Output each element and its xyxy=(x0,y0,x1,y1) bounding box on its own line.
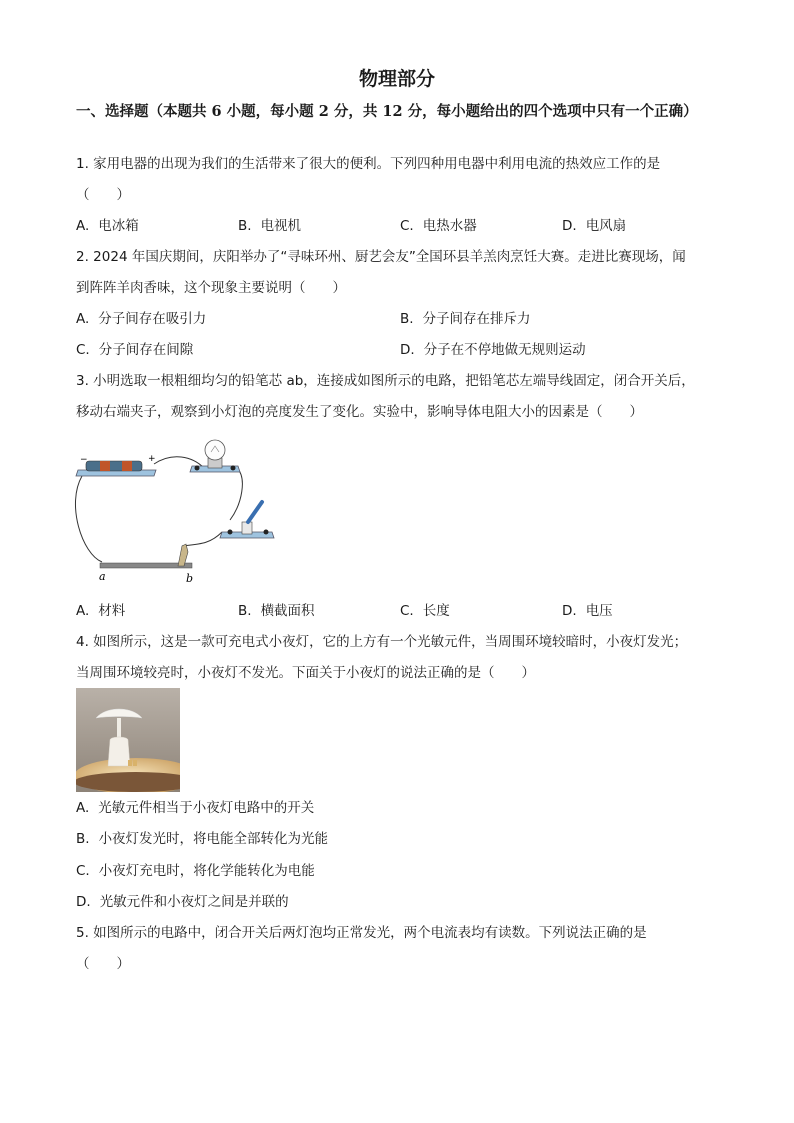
option-label: A. xyxy=(76,800,90,816)
page-title: 物理部分 xyxy=(358,68,435,90)
q2-option-a xyxy=(76,310,206,328)
option-text: 分子间存在间隙 xyxy=(98,342,194,358)
label-b: b xyxy=(186,572,194,585)
q1-stem-line-2: （ ） xyxy=(76,187,130,203)
option-label: B. xyxy=(238,218,252,234)
option-text: 光敏元件相当于小夜灯电路中的开关 xyxy=(98,800,315,816)
option-text: 横截面积 xyxy=(260,603,315,619)
option-label: A. xyxy=(76,218,90,234)
option-text: 电热水器 xyxy=(422,218,477,234)
q5-stem-line-2: （ ） xyxy=(76,956,130,972)
option-text: 电视机 xyxy=(260,218,302,234)
switch-handle-icon xyxy=(248,502,262,522)
q3-option-a xyxy=(76,602,125,620)
option-text: 长度 xyxy=(422,603,450,619)
option-text: 材料 xyxy=(98,603,126,619)
q3-option-c xyxy=(400,602,450,620)
option-text: 小夜灯充电时，将化学能转化为电能 xyxy=(98,863,315,879)
q2-stem-line-2: 到阵阵羊肉香味，这个现象主要说明（ ） xyxy=(76,280,346,296)
clip-icon xyxy=(178,544,188,566)
battery-plus-label: + xyxy=(148,454,156,464)
battery-minus-label: − xyxy=(80,455,88,465)
q1-option-a xyxy=(76,217,139,235)
q4-stem-line-2: 当周围环境较亮时，小夜灯不发光。下面关于小夜灯的说法正确的是（ ） xyxy=(76,665,535,681)
q2-option-c xyxy=(76,341,193,359)
night-lamp-photo xyxy=(76,688,180,792)
option-label: C. xyxy=(400,218,414,234)
option-text: 小夜灯发光时，将电能全部转化为光能 xyxy=(98,831,329,847)
q1-stem-line-1: 1. 家用电器的出现为我们的生活带来了很大的便利。下列四种用电器中利用电流的热效应工作的是 xyxy=(76,156,661,172)
q4-stem-line-1: 4. 如图所示，这是一款可充电式小夜灯，它的上方有一个光敏元件，当周围环境较暗时，小夜灯发光； xyxy=(76,634,688,650)
q3-option-b xyxy=(238,602,315,620)
option-label: A. xyxy=(76,603,90,619)
wire-left xyxy=(75,476,102,562)
q2-option-b xyxy=(400,310,531,328)
option-label: B. xyxy=(76,831,90,847)
option-label: D. xyxy=(562,218,577,234)
lamp-body-icon xyxy=(108,737,130,766)
q1-option-c xyxy=(400,217,477,235)
q2-option-d xyxy=(400,341,586,359)
option-label: B. xyxy=(238,603,252,619)
label-a: a xyxy=(99,570,106,583)
circuit-diagram xyxy=(72,434,292,590)
q4-option-c xyxy=(76,862,315,880)
q2-stem-line-1: 2. 2024 年国庆期间，庆阳举办了“寻味环州、厨艺会友”全国环县羊羔肉烹饪大赛。走进比赛现场，闻 xyxy=(76,249,686,265)
wire-right xyxy=(230,468,242,520)
option-text: 分子间存在吸引力 xyxy=(98,311,207,327)
option-text: 光敏元件和小夜灯之间是并联的 xyxy=(99,894,289,910)
bulb-icon xyxy=(205,440,225,460)
option-text: 分子间存在排斥力 xyxy=(422,311,531,327)
option-text: 电冰箱 xyxy=(98,218,139,234)
q3-stem-line-1: 3. 小明选取一根粗细均匀的铅笔芯 ab，连接成如图所示的电路，把铅笔芯左端导线固定，闭合开关后， xyxy=(76,373,695,389)
option-label: D. xyxy=(76,894,91,910)
q1-option-b xyxy=(238,217,301,235)
q5-stem-line-1: 5. 如图所示的电路中，闭合开关后两灯泡均正常发光，两个电流表均有读数。下列说法正确的是 xyxy=(76,925,647,941)
wire-to-clip xyxy=(182,532,222,546)
option-text: 分子在不停地做无规则运动 xyxy=(423,342,586,358)
q1-option-d xyxy=(562,217,626,235)
q4-option-a xyxy=(76,799,314,817)
option-label: A. xyxy=(76,311,90,327)
option-text: 电压 xyxy=(585,603,613,619)
option-label: D. xyxy=(562,603,577,619)
option-label: D. xyxy=(400,342,415,358)
option-label: C. xyxy=(76,342,90,358)
q3-stem-line-2: 移动右端夹子，观察到小灯泡的亮度发生了变化。实验中，影响导体电阻大小的因素是（ ） xyxy=(76,404,643,420)
option-label: B. xyxy=(400,311,414,327)
q3-option-d xyxy=(562,602,613,620)
section-heading: 一、选择题（本题共 6 小题，每小题 2 分，共 12 分，每小题给出的四个选项中只有一个正确） xyxy=(76,103,698,120)
option-text: 电风扇 xyxy=(585,218,627,234)
q4-option-d xyxy=(76,893,289,911)
option-label: C. xyxy=(76,863,90,879)
option-label: C. xyxy=(400,603,414,619)
battery-icon xyxy=(86,461,142,471)
q4-option-b xyxy=(76,830,328,848)
